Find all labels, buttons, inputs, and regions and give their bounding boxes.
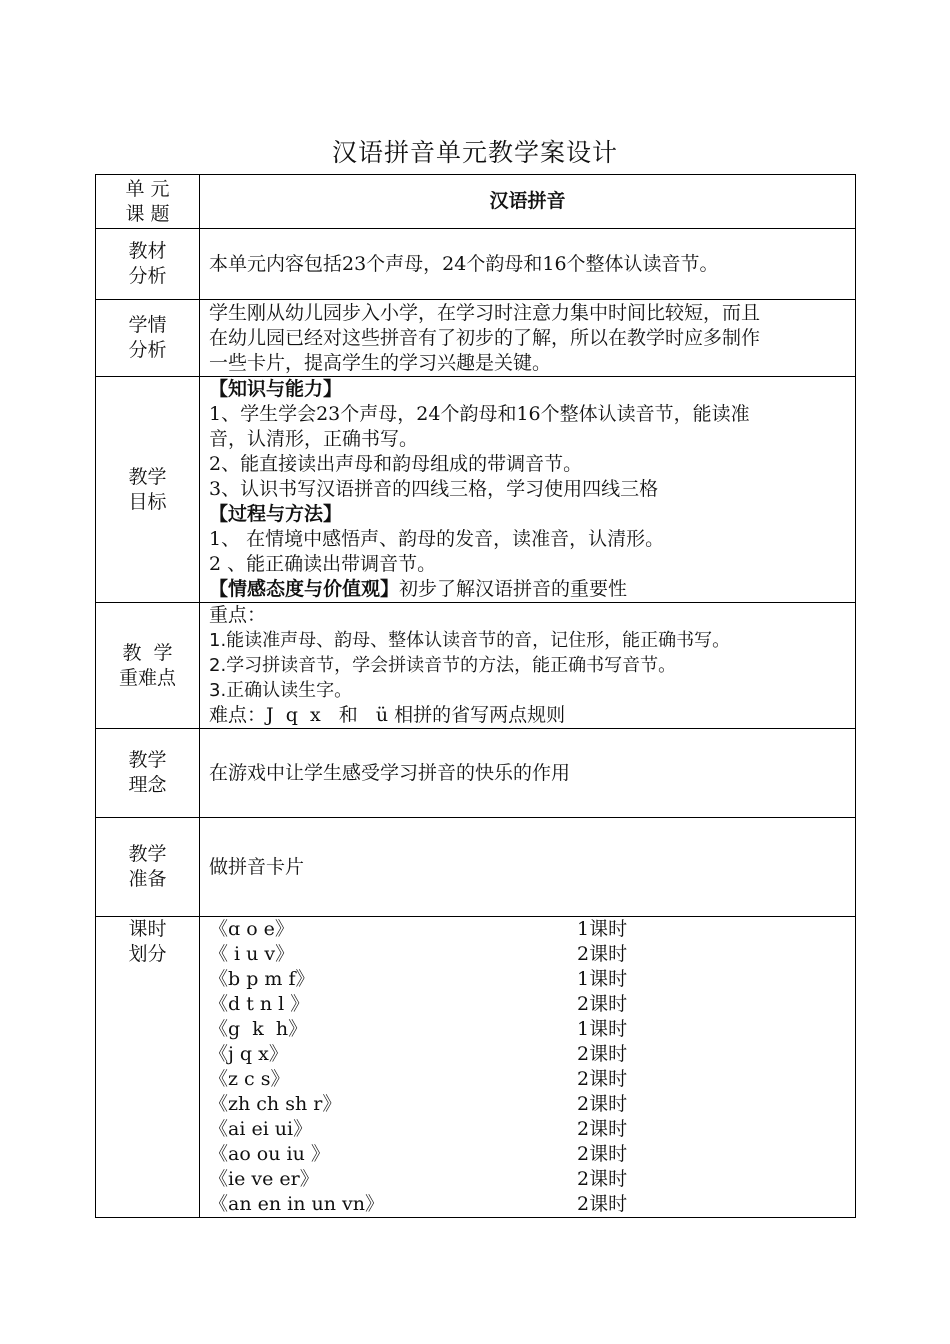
text-line: 1、 在情境中感悟声、韵母的发音，读准音，认清形。	[209, 528, 665, 550]
list-item	[209, 1192, 846, 1217]
row-label	[96, 917, 200, 1218]
section-heading: 【情感态度与价值观】	[209, 578, 400, 600]
key-points-text	[200, 603, 856, 729]
text-inline: 初步了解汉语拼音的重要性	[399, 578, 628, 600]
lesson-name: 《zh ch sh r》	[209, 1093, 342, 1115]
label-line: 准备	[128, 868, 167, 890]
list-item	[209, 992, 846, 1017]
lesson-hours: 2课时	[577, 1168, 628, 1190]
label-line: 理念	[128, 774, 167, 796]
label-line: 分析	[128, 339, 167, 361]
lesson-name: 《z c s》	[209, 1068, 290, 1090]
text-line: 1.能读准声母、韵母、整体认读音节的音，记住形，能正确书写。	[209, 630, 731, 651]
text-line: 2、能直接读出声母和韵母组成的带调音节。	[209, 453, 583, 475]
label-line: 重难点	[118, 666, 176, 689]
table-row-textbook-analysis	[96, 229, 856, 300]
list-item	[209, 1042, 846, 1067]
table-row-teaching-goals	[96, 377, 856, 603]
lesson-name: 《g k h》	[209, 1018, 308, 1040]
lesson-name: 《ɑ o e》	[209, 918, 294, 940]
row-label	[96, 229, 200, 300]
lesson-name: 《an en in un vn》	[209, 1193, 384, 1215]
list-item	[209, 1167, 846, 1192]
text-line: 2 、能正确读出带调音节。	[209, 553, 437, 575]
label-line: 学情	[128, 314, 167, 336]
label-line: 单 元	[125, 177, 170, 200]
lesson-name: 《 i u v》	[209, 943, 295, 965]
text-line: 重点：	[209, 604, 267, 626]
list-item	[209, 1142, 846, 1167]
list-item	[209, 1117, 846, 1142]
student-analysis-text	[200, 300, 856, 377]
label-line: 教学	[128, 465, 167, 488]
lesson-name: 《d t n l 》	[209, 993, 310, 1015]
lesson-hours: 2课时	[577, 1043, 628, 1065]
section-heading: 【过程与方法】	[209, 503, 343, 525]
list-item	[209, 1067, 846, 1092]
label-line: 教材	[128, 240, 167, 262]
label-line: 课 题	[125, 202, 170, 225]
teaching-philosophy-text: 在游戏中让学生感受学习拼音的快乐的作用	[200, 729, 856, 818]
text-line: 3、认识书写汉语拼音的四线三格，学习使用四线三格	[209, 478, 659, 500]
lesson-hours: 2课时	[577, 943, 628, 965]
table-row-lesson-division	[96, 917, 856, 1218]
row-label	[96, 729, 200, 818]
text-line: 3.正确认读生字。	[209, 680, 353, 701]
lesson-hours: 1课时	[577, 1018, 628, 1040]
text-line	[209, 577, 846, 602]
table-row-unit	[96, 175, 856, 229]
text-line: 1、学生学会23个声母，24个韵母和16个整体认读音节，能读准	[209, 403, 750, 425]
list-item	[209, 967, 846, 992]
list-item	[209, 1092, 846, 1117]
label-line: 目标	[128, 490, 167, 513]
label-line: 课时	[128, 918, 167, 940]
text-line: 一些卡片，提高学生的学习兴趣是关键。	[209, 351, 552, 374]
lesson-name: 《b p m f》	[209, 968, 315, 990]
preparation-text: 做拼音卡片	[200, 818, 856, 917]
lesson-plan-table	[95, 174, 856, 1218]
teaching-goals-text	[200, 377, 856, 603]
text-line: 在幼儿园已经对这些拼音有了初步的了解，所以在教学时应多制作	[209, 326, 761, 349]
list-item	[209, 1017, 846, 1042]
label-line: 教 学	[122, 641, 173, 664]
table-row-preparation	[96, 818, 856, 917]
lesson-name: 《ai ei ui》	[209, 1118, 313, 1140]
row-label	[96, 377, 200, 603]
lesson-hours: 2课时	[577, 1093, 628, 1115]
row-label	[96, 818, 200, 917]
text-line: 2.学习拼读音节，学会拼读音节的方法，能正确书写音节。	[209, 655, 677, 676]
text-line: 学生刚从幼儿园步入小学，在学习时注意力集中时间比较短，而且	[209, 301, 761, 324]
table-row-student-analysis	[96, 300, 856, 377]
list-item	[209, 917, 846, 942]
lesson-hours: 2课时	[577, 1193, 628, 1215]
label-line: 教学	[128, 843, 167, 865]
section-heading: 【知识与能力】	[209, 378, 343, 400]
text-line: 难点：J q x 和 ü 相拼的省写两点规则	[209, 704, 566, 726]
table-row-teaching-philosophy	[96, 729, 856, 818]
lesson-division-list	[200, 917, 856, 1218]
text-line: 音，认清形，正确书写。	[209, 428, 419, 450]
lesson-hours: 2课时	[577, 993, 628, 1015]
list-item	[209, 942, 846, 967]
row-label	[96, 300, 200, 377]
lesson-hours: 1课时	[577, 918, 628, 940]
label-line: 划分	[128, 943, 167, 965]
label-line: 分析	[128, 265, 167, 287]
lesson-hours: 2课时	[577, 1143, 628, 1165]
textbook-analysis-text: 本单元内容包括23个声母，24个韵母和16个整体认读音节。	[200, 229, 856, 300]
row-label	[96, 603, 200, 729]
lesson-name: 《ao ou iu 》	[209, 1143, 330, 1165]
table-row-key-points	[96, 603, 856, 729]
page-title: 汉语拼音单元教学案设计	[331, 138, 618, 167]
unit-title-value: 汉语拼音	[200, 175, 856, 229]
lesson-hours: 1课时	[577, 968, 628, 990]
lesson-hours: 2课时	[577, 1118, 628, 1140]
row-label	[96, 175, 200, 229]
lesson-hours: 2课时	[577, 1068, 628, 1090]
label-line: 教学	[128, 749, 167, 771]
lesson-name: 《ie ve er》	[209, 1168, 319, 1190]
lesson-name: 《j q x》	[209, 1043, 288, 1065]
